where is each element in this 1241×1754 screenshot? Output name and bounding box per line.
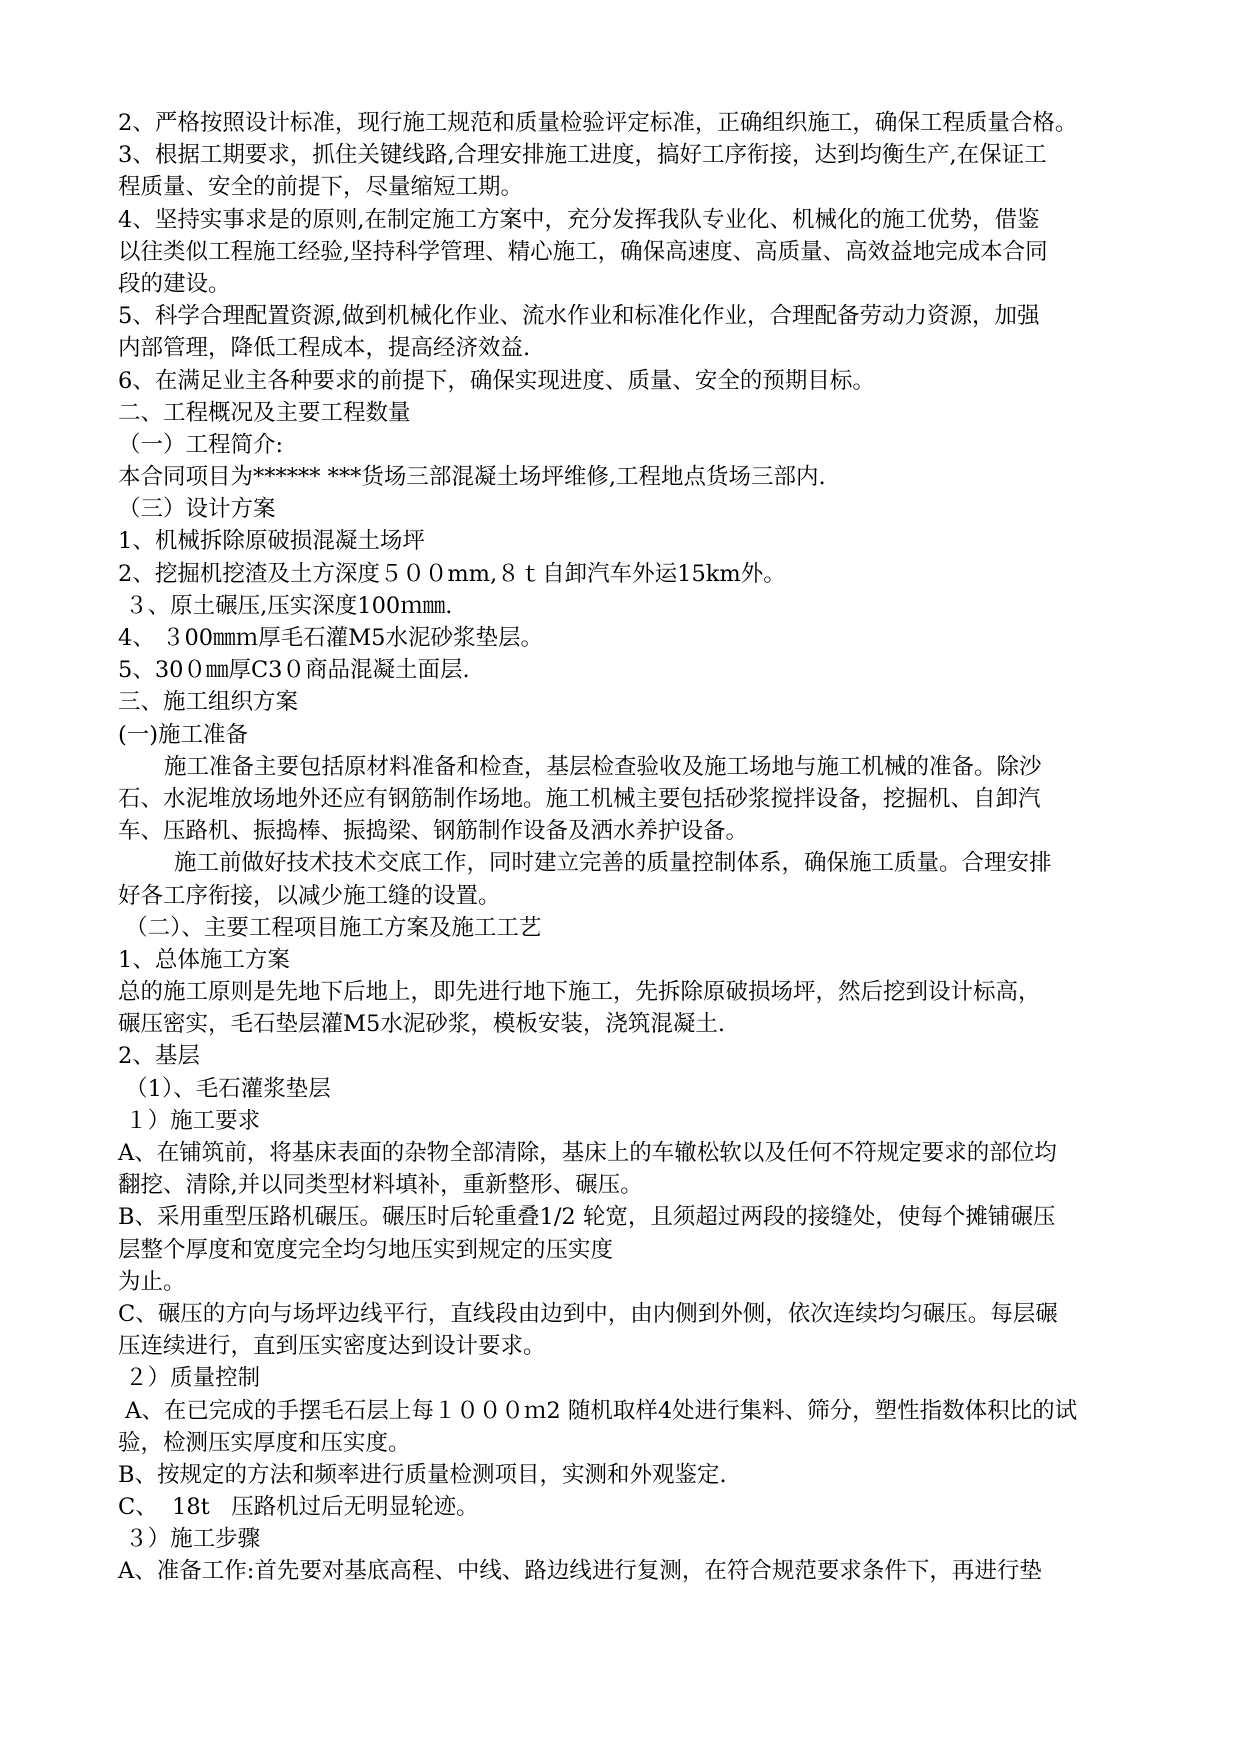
text-line: 5、30０㎜厚C3０商品混凝土面层. bbox=[118, 657, 470, 684]
text-line: 4、坚持实事求是的原则,在制定施工方案中，充分发挥我队专业化、机械化的施工优势，借鉴 bbox=[118, 206, 1040, 233]
text-line: 层整个厚度和宽度完全均匀地压实到规定的压实度 bbox=[118, 1236, 614, 1263]
text-line: 验，检测压实厚度和压实度。 bbox=[118, 1429, 411, 1456]
text-line: 内部管理，降低工程成本，提高经济效益. bbox=[118, 335, 531, 362]
text-line: 2、严格按照设计标准，现行施工规范和质量检验评定标准，正确组织施工，确保工程质量合格。 bbox=[118, 110, 1078, 136]
text-line: 翻挖、清除,并以同类型材料填补，重新整形、碾压。 bbox=[118, 1172, 643, 1199]
text-line: 4、 ３00㎜ｍ厚毛石灌M5水泥砂浆垫层。 bbox=[118, 625, 543, 651]
text-line: 2、基层 bbox=[118, 1043, 200, 1070]
text-line: ２）质量控制 bbox=[118, 1365, 261, 1392]
text-line: 1、总体施工方案 bbox=[118, 946, 290, 973]
text-line: 石、水泥堆放场地外还应有钢筋制作场地。施工机械主要包括砂浆搅拌设备，挖掘机、自卸汽 bbox=[118, 785, 1041, 812]
text-line: B、采用重型压路机碾压。碾压时后轮重叠1/2 轮宽，且须超过两段的接缝处，使每个摊铺碾压 bbox=[118, 1204, 1056, 1231]
text-line: （1）、毛石灌浆垫层 bbox=[118, 1075, 331, 1102]
text-line: 6、在满足业主各种要求的前提下，确保实现进度、质量、安全的预期目标。 bbox=[118, 367, 875, 394]
text-line: 好各工序衔接，以减少施工缝的设置。 bbox=[118, 882, 501, 909]
text-line: 5、科学合理配置资源,做到机械化作业、流水作业和标准化作业，合理配备劳动力资源，加强 bbox=[118, 303, 1040, 330]
section-heading: 三、施工组织方案 bbox=[118, 689, 299, 716]
text-line: 车、压路机、振捣棒、振捣梁、钢筋制作设备及洒水养护设备。 bbox=[118, 818, 749, 845]
text-line: 2、挖掘机挖渣及土方深度５００mm,８ｔ自卸汽车外运15km外。 bbox=[118, 560, 786, 587]
text-line: A、在已完成的手摆毛石层上每１０００ｍ2 随机取样4处进行集料、筛分，塑性指数体积比的试 bbox=[118, 1397, 1078, 1424]
text-line: １）施工要求 bbox=[118, 1107, 261, 1134]
text-line: A、在铺筑前，将基床表面的杂物全部清除，基床上的车辙松软以及任何不符规定要求的部位均 bbox=[118, 1140, 1057, 1166]
text-line: 程质量、安全的前提下，尽量缩短工期。 bbox=[118, 174, 524, 201]
text-line: A、准备工作:首先要对基底高程、中线、路边线进行复测，在符合规范要求条件下，再进行垫 bbox=[118, 1558, 1042, 1585]
text-line: 3、根据工期要求，抓住关键线路,合理安排施工进度，搞好工序衔接，达到均衡生产,在保证工 bbox=[118, 142, 1047, 169]
text-line: ３）施工步骤 bbox=[118, 1526, 261, 1553]
text-line: 施工准备主要包括原材料准备和检查，基层检查验收及施工场地与施工机械的准备。除沙 bbox=[164, 753, 1042, 780]
text-line: B、按规定的方法和频率进行质量检测项目，实测和外观鉴定. bbox=[118, 1461, 727, 1488]
subsection-heading: （二）、主要工程项目施工方案及施工工艺 bbox=[118, 914, 542, 941]
document-page bbox=[118, 107, 1166, 1588]
text-line: ３、原土碾压,压实深度100ｍ㎜. bbox=[118, 592, 453, 619]
text-line: 施工前做好技术技术交底工作，同时建立完善的质量控制体系，确保施工质量。合理安排 bbox=[174, 850, 1052, 877]
text-line: 1、机械拆除原破损混凝土场坪 bbox=[118, 528, 425, 555]
subsection-heading: (一)施工准备 bbox=[118, 721, 249, 748]
text-line: C、碾压的方向与场坪边线平行，直线段由边到中，由内侧到外侧，依次连续均匀碾压。每层碾 bbox=[118, 1300, 1058, 1327]
text-line: 本合同项目为****** ***货场三部混凝土场坪维修,工程地点货场三部内. bbox=[118, 464, 826, 491]
text-line: 压连续进行，直到压实密度达到设计要求。 bbox=[118, 1333, 546, 1360]
text-line: 为止。 bbox=[118, 1268, 186, 1295]
text-line: 以往类似工程施工经验,坚持科学管理、精心施工，确保高速度、高质量、高效益地完成本合同 bbox=[118, 238, 1048, 265]
text-line: 段的建设。 bbox=[118, 270, 231, 297]
subsection-heading: （三）设计方案 bbox=[118, 496, 276, 523]
text-line: C、 18t 压路机过后无明显轮迹。 bbox=[118, 1494, 479, 1521]
text-line: 总的施工原则是先地下后地上，即先进行地下施工，先拆除原破损场坪，然后挖到设计标高， bbox=[118, 979, 1041, 1006]
subsection-heading: （一）工程简介: bbox=[118, 431, 284, 458]
section-heading: 二、工程概况及主要工程数量 bbox=[118, 399, 411, 426]
text-line: 碾压密实，毛石垫层灌M5水泥砂浆，模板安装，浇筑混凝土. bbox=[118, 1011, 726, 1038]
